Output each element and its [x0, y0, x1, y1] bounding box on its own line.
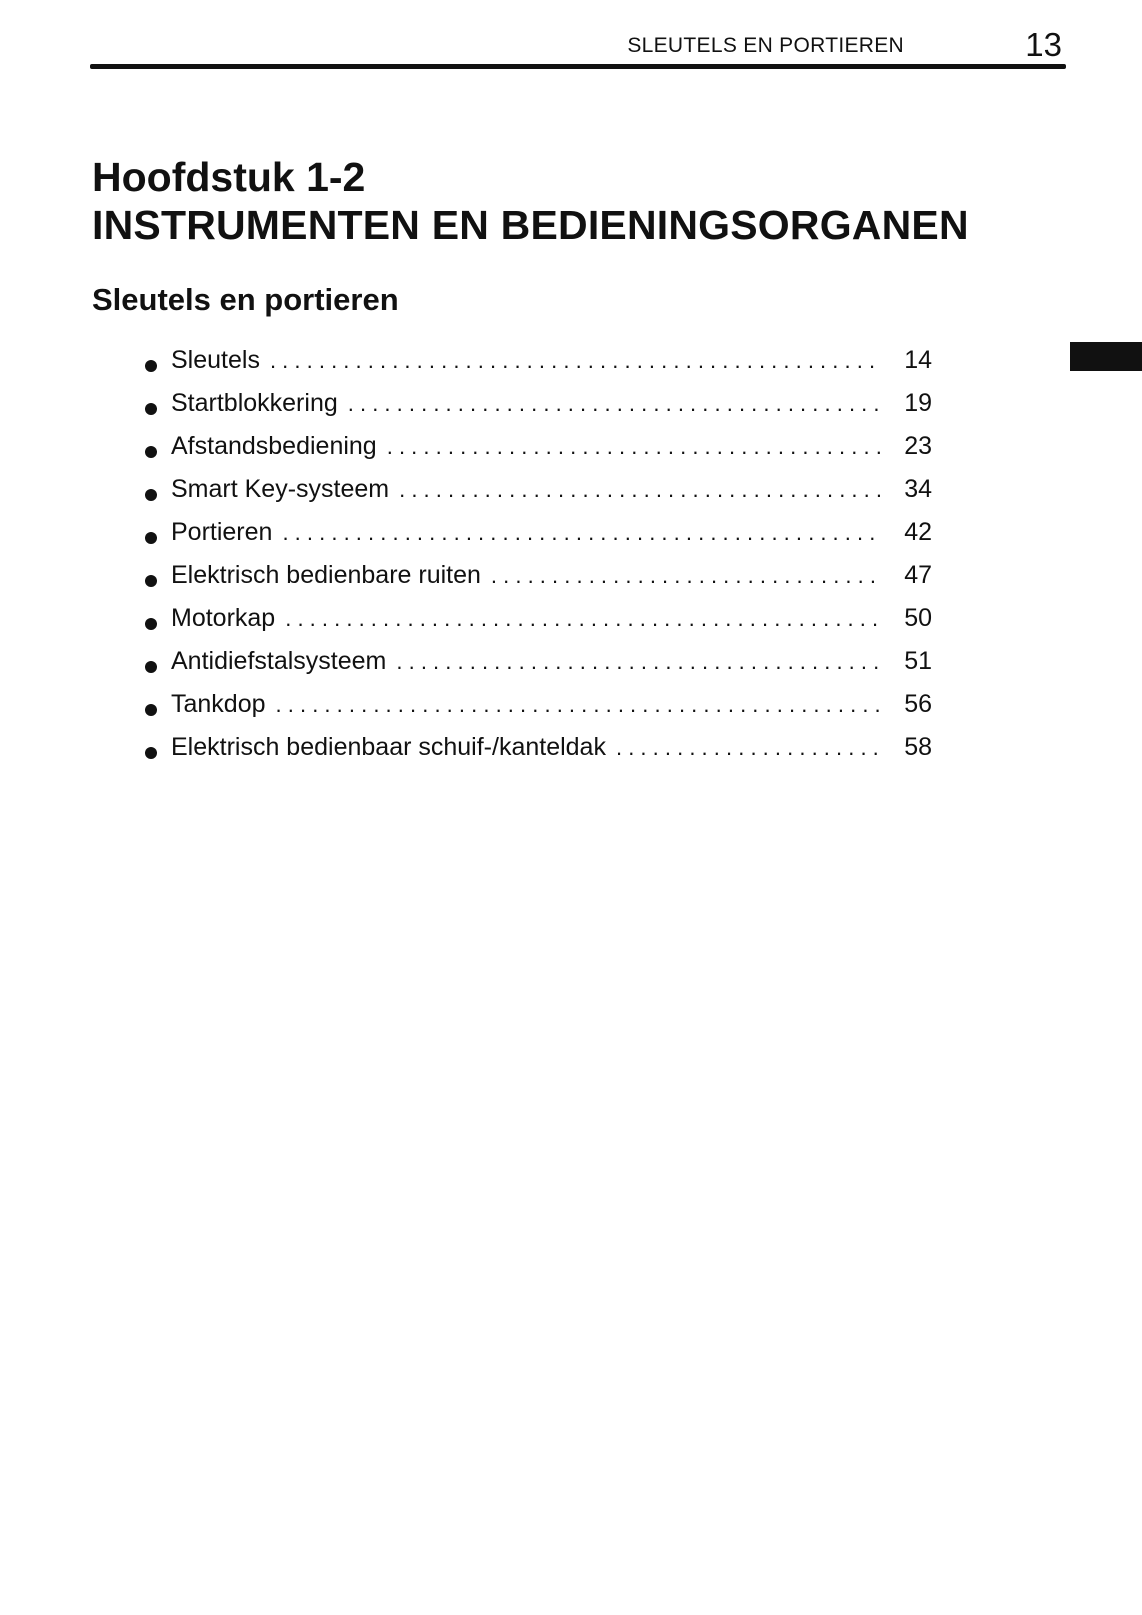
dot-leader — [399, 477, 880, 503]
running-title: SLEUTELS EN PORTIEREN — [627, 34, 904, 57]
toc-item-portieren[interactable] — [145, 518, 932, 561]
toc-item-label: Portieren — [171, 518, 273, 546]
toc-item-page: 50 — [904, 604, 932, 632]
toc-item-label: Antidiefstalsysteem — [171, 647, 387, 675]
table-of-contents — [145, 346, 932, 776]
bullet-icon — [145, 661, 157, 673]
toc-item-tankdop[interactable] — [145, 690, 932, 733]
page-number: 13 — [1025, 26, 1062, 63]
dot-leader — [282, 520, 880, 546]
dot-leader — [491, 563, 880, 589]
dot-leader — [616, 735, 880, 761]
toc-item-afstandsbediening[interactable] — [145, 432, 932, 475]
bullet-icon — [145, 618, 157, 630]
toc-item-startblokkering[interactable] — [145, 389, 932, 432]
header-rule — [90, 64, 1066, 69]
toc-item-page: 23 — [904, 432, 932, 460]
bullet-icon — [145, 704, 157, 716]
toc-item-smart-key-systeem[interactable] — [145, 475, 932, 518]
dot-leader — [387, 434, 880, 460]
dot-leader — [270, 348, 880, 374]
toc-item-page: 58 — [904, 733, 932, 761]
thumb-tab — [1070, 342, 1142, 371]
toc-item-label: Elektrisch bedienbare ruiten — [171, 561, 481, 589]
bullet-icon — [145, 489, 157, 501]
chapter-label: Hoofdstuk 1-2 — [92, 154, 366, 200]
toc-item-label: Tankdop — [171, 690, 266, 718]
dot-leader — [396, 649, 880, 675]
toc-item-motorkap[interactable] — [145, 604, 932, 647]
dot-leader — [285, 606, 880, 632]
bullet-icon — [145, 446, 157, 458]
toc-item-sleutels[interactable] — [145, 346, 932, 389]
toc-item-schuif-kanteldak[interactable] — [145, 733, 932, 776]
dot-leader — [276, 692, 880, 718]
toc-item-elektrisch-bedienbare-ruiten[interactable] — [145, 561, 932, 604]
dot-leader — [348, 391, 880, 417]
toc-item-page: 19 — [904, 389, 932, 417]
toc-item-label: Elektrisch bedienbaar schuif-/kanteldak — [171, 733, 606, 761]
section-title: Sleutels en portieren — [92, 282, 399, 317]
bullet-icon — [145, 403, 157, 415]
toc-item-label: Afstandsbediening — [171, 432, 377, 460]
toc-item-label: Sleutels — [171, 346, 260, 374]
chapter-title: INSTRUMENTEN EN BEDIENINGSORGANEN — [92, 202, 969, 248]
toc-item-page: 34 — [904, 475, 932, 503]
toc-item-label: Startblokkering — [171, 389, 338, 417]
bullet-icon — [145, 360, 157, 372]
bullet-icon — [145, 747, 157, 759]
bullet-icon — [145, 532, 157, 544]
toc-item-page: 56 — [904, 690, 932, 718]
toc-item-page: 14 — [904, 346, 932, 374]
toc-item-label: Motorkap — [171, 604, 276, 632]
bullet-icon — [145, 575, 157, 587]
toc-item-page: 47 — [904, 561, 932, 589]
toc-item-label: Smart Key-systeem — [171, 475, 390, 503]
toc-item-page: 42 — [904, 518, 932, 546]
toc-item-antidiefstalsysteem[interactable] — [145, 647, 932, 690]
toc-item-page: 51 — [904, 647, 932, 675]
